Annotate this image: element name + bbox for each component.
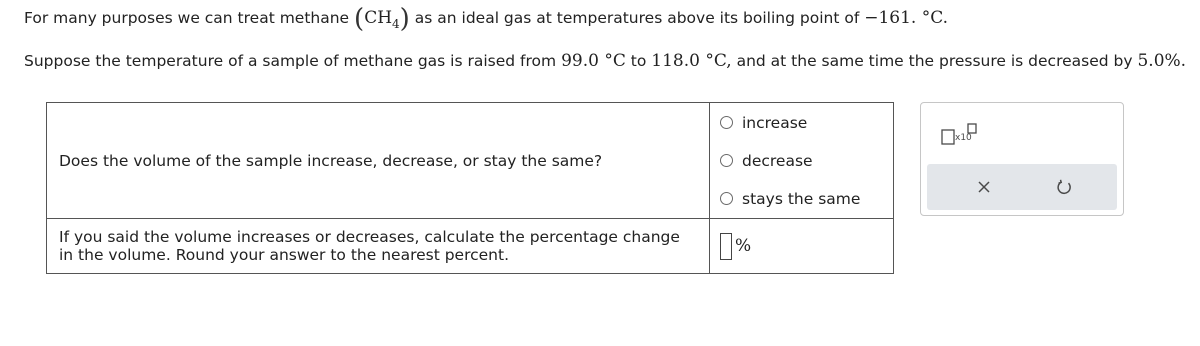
intro-line-1	[24, 4, 948, 34]
option-increase[interactable]	[720, 104, 893, 142]
temperature-to: 118.0 °C,	[651, 51, 732, 71]
tool-bar	[927, 164, 1117, 210]
question-2-answer	[710, 219, 894, 274]
intro-text-1: For many purposes we can treat methane	[24, 9, 350, 27]
close-icon	[977, 180, 991, 194]
boiling-point-value: −161. °C.	[864, 8, 949, 28]
intro-text-to: to	[630, 52, 647, 70]
question-row-1	[47, 103, 894, 219]
intro-text-4: and at the same time the pressure is decreased by	[736, 52, 1133, 70]
radio-increase[interactable]	[720, 116, 733, 129]
option-stays-the-same[interactable]	[720, 180, 893, 218]
x10-notation-icon[interactable]	[941, 123, 981, 149]
right-paren: )	[399, 4, 410, 34]
answer-tools-panel	[920, 102, 1124, 216]
option-decrease-label: decrease	[742, 151, 813, 170]
option-increase-label: increase	[742, 113, 808, 132]
question-2-prompt: If you said the volume increases or decreases, calculate the percentage change in the volume. Round your answer to the nearest percent.	[47, 219, 710, 274]
percent-unit: %	[735, 236, 752, 256]
intro-text-3: Suppose the temperature of a sample of methane gas is raised from	[24, 52, 557, 70]
question-1-options	[710, 103, 894, 219]
option-decrease[interactable]	[720, 142, 893, 180]
undo-button[interactable]	[1034, 164, 1094, 210]
undo-icon	[1056, 179, 1072, 195]
radio-stays-the-same[interactable]	[720, 192, 733, 205]
question-row-2	[47, 219, 894, 274]
question-table	[46, 102, 894, 274]
temperature-from: 99.0 °C	[561, 51, 626, 71]
question-1-prompt: Does the volume of the sample increase, decrease, or stay the same?	[47, 103, 710, 219]
x10-label: x10	[955, 133, 972, 143]
formula-subscript: 4	[392, 17, 400, 31]
left-paren: (	[354, 4, 365, 34]
methane-formula	[364, 8, 400, 31]
clear-button[interactable]	[954, 164, 1014, 210]
formula-main: CH	[364, 8, 393, 28]
percent-change-input[interactable]	[720, 233, 732, 260]
option-stays-the-same-label: stays the same	[742, 189, 861, 208]
pressure-change-value: 5.0%.	[1137, 51, 1187, 71]
radio-decrease[interactable]	[720, 154, 733, 167]
intro-line-2	[24, 51, 1186, 71]
intro-text-2: as an ideal gas at temperatures above its boiling point of	[414, 9, 860, 27]
